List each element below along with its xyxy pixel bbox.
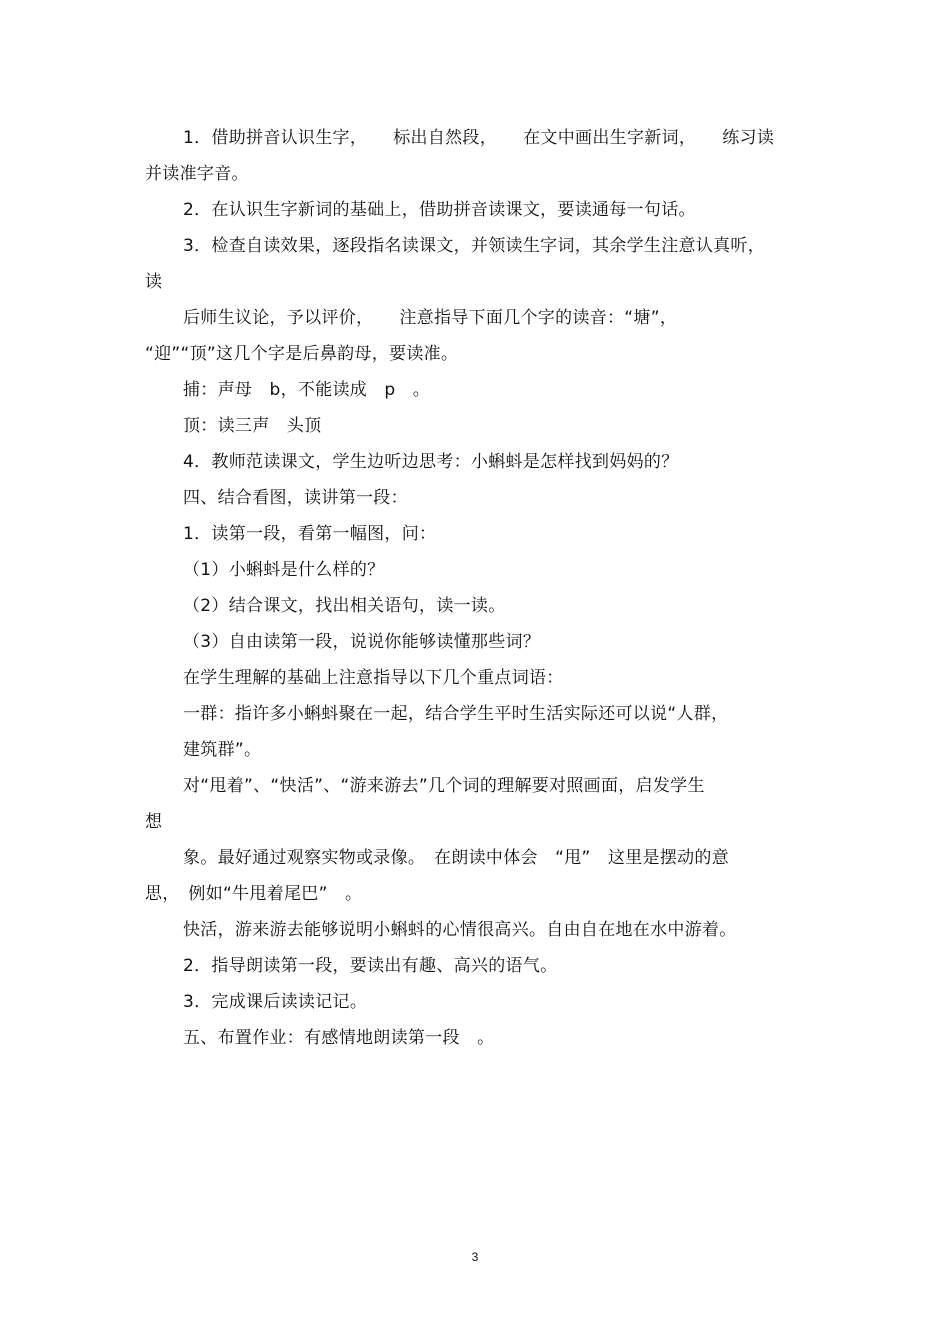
text-line: （3）自由读第一段，说说你能够读懂那些词？ bbox=[183, 632, 541, 652]
text-line: 想 bbox=[145, 812, 163, 832]
text-line: 对“甩着”、“快活”、“游来游去”几个词的理解要对照画面，启发学生 bbox=[183, 776, 705, 796]
text-line: 2．在认识生字新词的基础上，借助拼音读课文，要读通每一句话。 bbox=[183, 200, 696, 220]
text-line: 思， 例如“牛甩着尾巴” 。 bbox=[145, 884, 363, 904]
text-line: 2．指导朗读第一段，要读出有趣、高兴的语气。 bbox=[183, 956, 558, 976]
text-line: （1）小蝌蚪是什么样的？ bbox=[183, 560, 385, 580]
text-line: 1．借助拼音认识生字， 标出自然段， 在文中画出生字新词， 练习读 bbox=[183, 128, 775, 148]
text-line: 读 bbox=[145, 272, 163, 292]
text-line: 四、结合看图，读讲第一段： bbox=[183, 488, 408, 508]
text-line: 顶：读三声 头顶 bbox=[183, 416, 322, 436]
page-number: 3 bbox=[471, 1250, 479, 1264]
text-line: 后师生议论，予以评价， 注意指导下面几个字的读音：“塘”， bbox=[183, 308, 678, 328]
text-line: 捕：声母 b，不能读成 p 。 bbox=[183, 380, 431, 400]
text-line: “迎”“顶”这几个字是后鼻韵母，要读准。 bbox=[145, 344, 459, 364]
text-line: 3．检查自读效果，逐段指名读课文，并领读生字词，其余学生注意认真听， bbox=[183, 236, 766, 256]
text-line: 快活，游来游去能够说明小蝌蚪的心情很高兴。自由自在地在水中游着。 bbox=[183, 920, 737, 940]
text-line: 象。最好通过观察实物或录像。 在朗读中体会 “甩” 这里是摆动的意 bbox=[183, 848, 730, 868]
text-line: 4．教师范读课文，学生边听边思考：小蝌蚪是怎样找到妈妈的？ bbox=[183, 452, 679, 472]
text-line: 并读准字音。 bbox=[145, 164, 249, 184]
text-line: 一群：指许多小蝌蚪聚在一起，结合学生平时生活实际还可以说“人群， bbox=[183, 704, 729, 724]
text-line: 3．完成课后读读记记。 bbox=[183, 992, 368, 1012]
text-line: 五、布置作业：有感情地朗读第一段 。 bbox=[183, 1028, 495, 1048]
text-line: 建筑群”。 bbox=[183, 740, 262, 760]
text-line: （2）结合课文，找出相关语句，读一读。 bbox=[183, 596, 506, 616]
text-line: 在学生理解的基础上注意指导以下几个重点词语： bbox=[183, 668, 564, 688]
text-line: 1．读第一段，看第一幅图，问： bbox=[183, 524, 437, 544]
